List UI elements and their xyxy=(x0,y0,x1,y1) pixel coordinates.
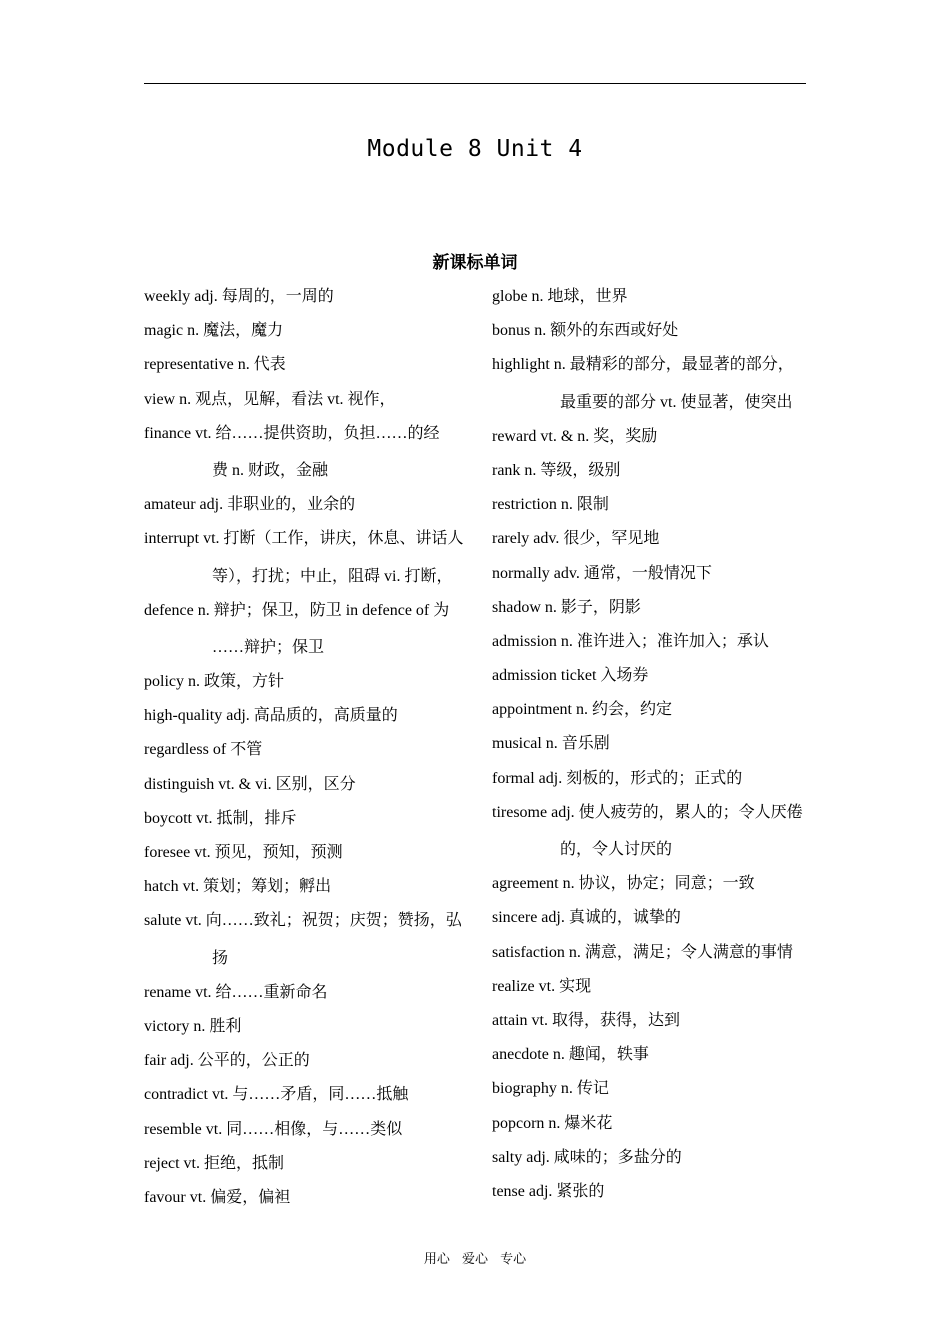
vocab-entry-continuation: ……辩护；保卫 xyxy=(212,638,325,656)
vocab-entry-continuation: 最重要的部分 vt. 使显著，使突出 xyxy=(560,393,793,411)
vocab-entry: victory n. 胜利 xyxy=(144,1017,242,1035)
vocab-entry: anecdote n. 趣闻，轶事 xyxy=(492,1046,649,1064)
vocab-entry: representative n. 代表 xyxy=(144,356,286,374)
vocab-entry: contradict vt. 与……矛盾，同……抵触 xyxy=(144,1086,409,1104)
vocab-entry: boycott vt. 抵制，排斥 xyxy=(144,809,297,827)
vocab-entry: highlight n. 最精彩的部分，最显著的部分， xyxy=(492,356,794,374)
vocab-entry: salute vt. 向……致礼；祝贺；庆贺；赞扬，弘 xyxy=(144,912,462,930)
vocab-entry-continuation: 扬 xyxy=(212,949,229,967)
page-footer: 用心 爱心 专心 xyxy=(423,1252,527,1267)
vocab-entry: favour vt. 偏爱，偏袒 xyxy=(144,1188,291,1206)
vocab-entry: fair adj. 公平的，公正的 xyxy=(144,1052,310,1070)
vocab-entry: tense adj. 紧张的 xyxy=(492,1182,605,1200)
header-rule xyxy=(144,83,806,84)
vocab-entry: interrupt vt. 打断（工作，讲庆，休息、讲话人 xyxy=(144,530,464,548)
vocab-entry: satisfaction n. 满意，满足；令人满意的事情 xyxy=(492,943,793,961)
vocab-entry: tiresome adj. 使人疲劳的，累人的；令人厌倦 xyxy=(492,803,803,821)
vocab-entry: resemble vt. 同……相像，与……类似 xyxy=(144,1120,403,1138)
vocab-entry: attain vt. 取得，获得，达到 xyxy=(492,1011,680,1029)
vocab-entry: view n. 观点，见解，看法 vt. 视作， xyxy=(144,390,396,408)
vocab-entry: defence n. 辩护；保卫，防卫 in defence of 为 xyxy=(144,601,450,619)
vocab-entry: high-quality adj. 高品质的，高质量的 xyxy=(144,707,398,725)
vocab-entry: rename vt. 给……重新命名 xyxy=(144,983,328,1001)
vocab-entry: agreement n. 协议，协定；同意；一致 xyxy=(492,875,755,893)
vocab-entry: amateur adj. 非职业的，业余的 xyxy=(144,496,356,514)
vocab-entry: popcorn n. 爆米花 xyxy=(492,1114,613,1132)
vocab-entry: regardless of 不管 xyxy=(144,741,263,759)
vocab-entry: appointment n. 约会，约定 xyxy=(492,701,672,719)
vocab-entry: realize vt. 实现 xyxy=(492,977,592,995)
left-vocabulary-column xyxy=(144,286,466,1221)
vocab-entry: admission n. 准许进入；准许加入；承认 xyxy=(492,632,769,650)
vocab-entry: restriction n. 限制 xyxy=(492,496,609,514)
vocab-entry: hatch vt. 策划；筹划；孵出 xyxy=(144,878,332,896)
vocab-entry: normally adv. 通常，一般情况下 xyxy=(492,564,712,582)
vocab-entry: rarely adv. 很少，罕见地 xyxy=(492,530,660,548)
right-vocabulary-column xyxy=(492,286,812,1215)
vocab-entry: reward vt. & n. 奖，奖励 xyxy=(492,427,658,445)
vocab-entry-continuation: 的，令人讨厌的 xyxy=(560,841,673,858)
vocab-entry-continuation: 等），打扰；中止，阻碍 vi. 打断， xyxy=(212,567,453,585)
vocab-entry: foresee vt. 预见，预知，预测 xyxy=(144,844,343,861)
vocab-entry: rank n. 等级，级别 xyxy=(492,461,621,479)
vocab-entry: biography n. 传记 xyxy=(492,1080,609,1098)
vocab-entry-continuation: 费 n. 财政，金融 xyxy=(212,461,329,479)
document-title: Module 8 Unit 4 xyxy=(367,136,583,162)
vocab-entry: bonus n. 额外的东西或好处 xyxy=(492,322,679,340)
vocab-entry: shadow n. 影子，阴影 xyxy=(492,598,641,616)
vocab-entry: magic n. 魔法，魔力 xyxy=(144,322,284,340)
section-title: 新课标单词 xyxy=(432,253,518,273)
vocab-entry: salty adj. 咸味的；多盐分的 xyxy=(492,1148,682,1166)
vocab-entry: policy n. 政策，方针 xyxy=(144,673,284,691)
vocab-entry: finance vt. 给……提供资助，负担……的经 xyxy=(144,424,440,442)
vocab-entry: weekly adj. 每周的，一周的 xyxy=(144,288,334,305)
vocab-entry: formal adj. 刻板的，形式的；正式的 xyxy=(492,769,743,787)
vocab-entry: sincere adj. 真诚的，诚挚的 xyxy=(492,909,681,927)
vocab-entry: globe n. 地球，世界 xyxy=(492,288,628,305)
vocab-entry: reject vt. 拒绝，抵制 xyxy=(144,1154,284,1172)
vocab-entry: admission ticket 入场券 xyxy=(492,667,649,685)
vocab-entry: distinguish vt. & vi. 区别，区分 xyxy=(144,775,356,793)
vocab-entry: musical n. 音乐剧 xyxy=(492,735,610,753)
